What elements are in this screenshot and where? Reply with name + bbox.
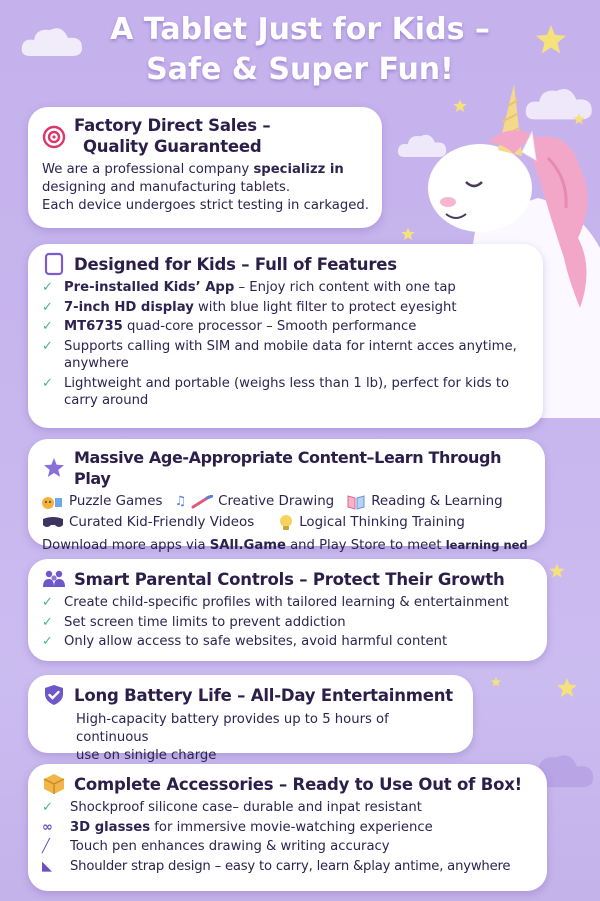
strap-icon: ◣	[42, 858, 52, 874]
check-icon: ✓	[42, 319, 53, 334]
star-icon	[42, 456, 66, 480]
check-icon: ✓	[42, 299, 53, 315]
star-decoration	[555, 676, 579, 700]
footer-bold: SAll.Game	[209, 538, 286, 553]
content-item	[174, 492, 334, 512]
content-item	[346, 492, 502, 512]
feature-bold: 7-inch HD display	[64, 299, 194, 315]
list-item	[42, 838, 535, 856]
battery-body-line-1: High-capacity battery provides up to 5 hours of continuous	[76, 712, 389, 745]
content-card-header	[42, 447, 533, 489]
accessory-text: Touch pen enhances drawing & writing accuracy	[70, 839, 390, 854]
factory-body-line-3: Each device undergoes strict testing in carkaged.	[42, 198, 369, 213]
factory-card-title	[74, 115, 270, 157]
battery-body-line-2: use on sinigle charge	[76, 748, 217, 763]
list-item	[42, 299, 531, 317]
list-item	[42, 614, 535, 632]
footer-text: Download more apps via	[42, 538, 210, 553]
target-icon	[42, 125, 66, 149]
content-item-label: Puzzle Games	[69, 494, 163, 509]
accessory-bold: 3D glasses	[70, 819, 151, 835]
content-item-label: Creative Drawing	[218, 494, 335, 509]
designed-card-header	[42, 252, 531, 276]
feature-text: quad-core processor – Smooth performance	[122, 319, 417, 334]
video-mask-icon	[42, 516, 64, 530]
feature-text: Create child-specific profiles with tailored learning & entertainment	[64, 595, 509, 610]
designed-card-title: Designed for Kids – Full of Features	[74, 254, 397, 274]
factory-body-line-1	[42, 161, 370, 179]
check-icon: ✓	[42, 800, 53, 815]
check-icon: ✓	[42, 375, 53, 391]
puzzle-icon	[42, 494, 64, 510]
accessories-card-header	[42, 772, 535, 796]
title-line-2: Safe & Super Fun!	[146, 52, 454, 87]
content-item	[42, 492, 162, 512]
parental-feature-list	[42, 594, 535, 651]
family-icon	[42, 567, 66, 591]
factory-title-line-2: Quality Guaranteed	[82, 137, 262, 156]
content-row-1	[42, 492, 533, 512]
pen-icon: ╱	[42, 839, 50, 854]
content-footer	[42, 536, 533, 555]
feature-bold: MT6735	[64, 319, 123, 334]
shield-check-icon	[42, 683, 66, 707]
accessory-text: for immersive movie-watching experience	[150, 819, 433, 835]
list-item	[42, 633, 535, 651]
feature-text: – Enjoy rich content with one tap	[234, 280, 456, 295]
check-icon: ✓	[42, 338, 53, 354]
factory-card-body	[42, 161, 370, 215]
content-row-2	[42, 513, 533, 533]
list-item	[42, 858, 535, 876]
battery-card-body	[42, 711, 461, 765]
list-item	[42, 375, 531, 410]
tablet-icon	[42, 252, 66, 276]
designed-feature-list	[42, 279, 531, 410]
lightbulb-icon	[278, 514, 294, 532]
check-icon: ✓	[42, 595, 53, 610]
content-item-label: Curated Kid-Friendly Videos	[69, 515, 255, 530]
footer-bold: learning ned	[445, 538, 528, 552]
list-item	[42, 279, 531, 297]
check-icon: ✓	[42, 614, 53, 630]
box-icon	[42, 772, 66, 796]
battery-card-title: Long Battery Life – All-Day Entertainment	[74, 685, 453, 705]
content-card	[28, 439, 545, 553]
star-decoration	[548, 562, 566, 580]
glasses-icon: ∞	[42, 819, 53, 835]
list-item	[42, 318, 531, 336]
title-line-1: A Tablet Just for Kids –	[110, 12, 490, 47]
feature-text: Set screen time limits to prevent addiction	[64, 614, 346, 630]
parental-card-title: Smart Parental Controls – Protect Their Growth	[74, 569, 505, 589]
content-item	[278, 513, 465, 533]
list-item	[42, 799, 535, 817]
feature-text: Lightweight and portable (weighs less than 1 lb), perfect for kids to carry around	[64, 375, 510, 408]
footer-text: and Play Store to meet	[285, 538, 446, 553]
feature-text: with blue light filter to protect eyesight	[193, 299, 457, 315]
list-item	[42, 819, 535, 837]
feature-text: Supports calling with SIM and mobile data for internt acces anytime, anywhere	[64, 338, 517, 371]
content-item-label: Reading & Learning	[371, 494, 503, 509]
content-item-label: Logical Thinking Training	[299, 515, 465, 530]
accessory-text: Shoulder strap design – easy to carry, learn &play antime, anywhere	[70, 858, 511, 874]
music-note-icon: ♫	[174, 494, 187, 509]
check-icon: ✓	[42, 280, 53, 295]
factory-card	[28, 107, 382, 228]
battery-card-header	[42, 683, 461, 707]
parental-card	[28, 559, 547, 661]
list-item	[42, 594, 535, 612]
star-decoration	[400, 226, 416, 242]
check-icon: ✓	[42, 634, 53, 649]
factory-card-header	[42, 115, 370, 157]
battery-card	[28, 675, 473, 763]
factory-body-line-2: designing and manufacturing tablets.	[42, 180, 291, 195]
book-icon	[346, 494, 366, 510]
accessory-text: Shockproof silicone case– durable and inpat resistant	[70, 800, 422, 815]
factory-title-line-1: Factory Direct Sales –	[74, 116, 271, 135]
content-card-title: Massive Age-Appropriate Content–Learn Through Play	[74, 448, 502, 488]
list-item	[42, 338, 531, 373]
content-item	[42, 513, 254, 533]
factory-body-bold: specializz in	[253, 162, 344, 177]
factory-body-text: We are a professional company	[42, 162, 254, 177]
accessories-card	[28, 764, 547, 891]
designed-card	[28, 244, 543, 428]
accessories-card-title: Complete Accessories – Ready to Use Out of Box!	[74, 774, 522, 794]
paintbrush-icon	[191, 495, 213, 509]
feature-text: Only allow access to safe websites, avoid harmful content	[64, 634, 448, 649]
star-decoration	[490, 676, 502, 688]
feature-bold: Pre-installed Kids’ App	[64, 280, 235, 295]
accessories-list	[42, 799, 535, 875]
page-title	[0, 10, 600, 90]
parental-card-header	[42, 567, 535, 591]
